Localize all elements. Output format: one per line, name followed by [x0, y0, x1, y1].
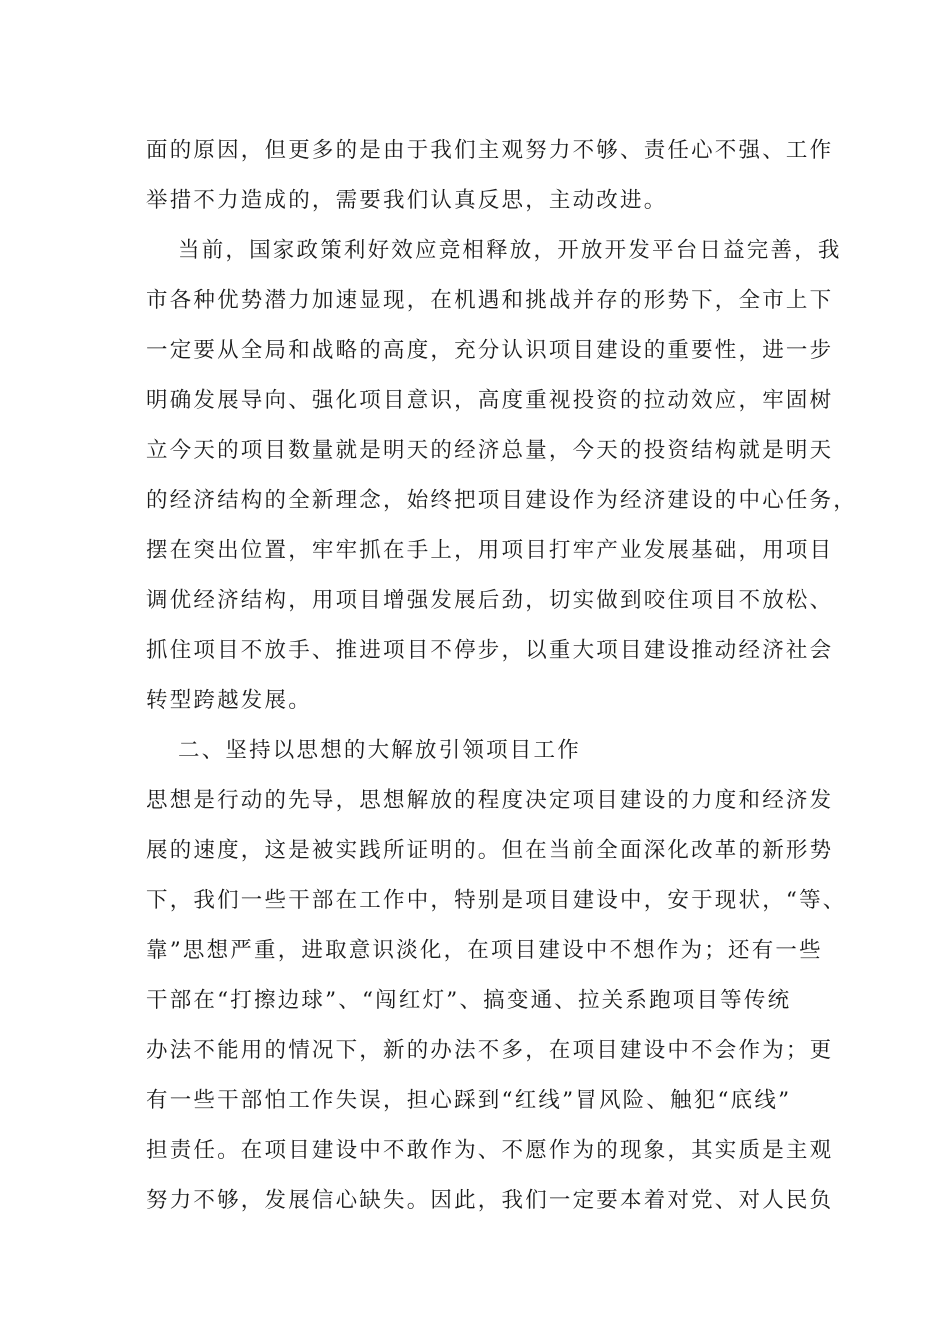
text-line: 立今天的项目数量就是明天的经济总量，今天的投资结构就是明天 — [146, 438, 834, 463]
text-line: 一定要从全局和战略的高度，充分认识项目建设的重要性，进一步 — [146, 338, 834, 363]
text-line: 担责任。在项目建设中不敢作为、不愿作为的现象，其实质是主观 — [146, 1138, 834, 1163]
text-line: 展的速度，这是被实践所证明的。但在当前全面深化改革的新形势 — [146, 838, 834, 863]
text-line: 市各种优势潜力加速显现，在机遇和挑战并存的形势下，全市上下 — [146, 288, 834, 313]
text-line: 举措不力造成的，需要我们认真反思，主动改进。 — [146, 188, 668, 213]
text-line: 努力不够，发展信心缺失。因此，我们一定要本着对党、对人民负 — [146, 1188, 834, 1213]
text-line: 摆在突出位置，牢牢抓在手上，用项目打牢产业发展基础，用项目 — [146, 538, 834, 563]
text-line: 面的原因，但更多的是由于我们主观努力不够、责任心不强、工作 — [146, 138, 834, 163]
text-line: 思想是行动的先导，思想解放的程度决定项目建设的力度和经济发 — [146, 788, 834, 813]
text-line: 下，我们一些干部在工作中，特别是项目建设中，安于现状，“等、 — [146, 888, 847, 913]
paragraph-first-line: 当前，国家政策利好效应竞相释放，开放开发平台日益完善，我 — [178, 238, 842, 263]
text-line: 调优经济结构，用项目增强发展后劲，切实做到咬住项目不放松、 — [146, 588, 834, 613]
text-line: 抓住项目不放手、推进项目不停步，以重大项目建设推动经济社会 — [146, 638, 834, 663]
text-line: 有一些干部怕工作失误，担心踩到“红线”冒风险、触犯“底线” — [146, 1088, 792, 1113]
text-line: 干部在“打擦边球”、“闯红灯”、搞变通、拉关系跑项目等传统 — [146, 988, 792, 1013]
text-line: 靠”思想严重，进取意识淡化，在项目建设中不想作为；还有一些 — [146, 938, 823, 963]
text-line: 的经济结构的全新理念，始终把项目建设作为经济建设的中心任务， — [146, 488, 858, 513]
section-heading: 二、坚持以思想的大解放引领项目工作 — [178, 738, 581, 763]
text-line: 办法不能用的情况下，新的办法不多，在项目建设中不会作为；更 — [146, 1038, 834, 1063]
text-line: 转型跨越发展。 — [146, 688, 312, 713]
text-line: 明确发展导向、强化项目意识，高度重视投资的拉动效应，牢固树 — [146, 388, 834, 413]
